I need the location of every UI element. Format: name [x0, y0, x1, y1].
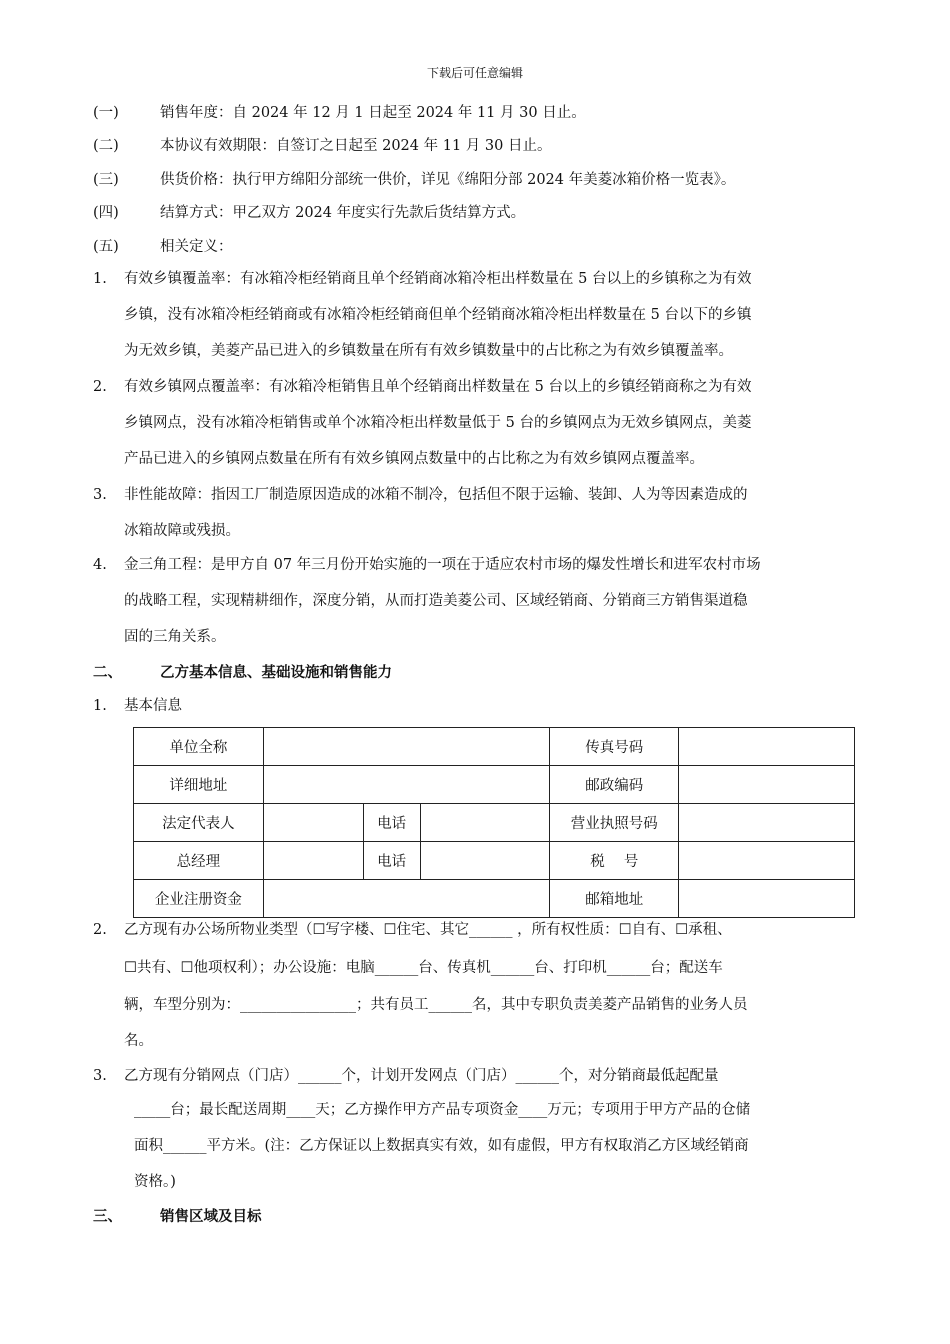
section-title: 乙方基本信息、基础设施和销售能力: [160, 664, 392, 681]
item-line: 面积______平方米。(注：乙方保证以上数据真实有效，如有虚假，甲方有权取消乙方区域经销商: [134, 1138, 749, 1154]
table-row: [134, 728, 855, 766]
term-label: (四): [93, 205, 119, 221]
item-line: 辆，车型分别为：________________；共有员工______名，其中专职负责美菱产品销售的业务人员: [124, 997, 748, 1013]
definition-line: 为无效乡镇，美菱产品已进入的乡镇数量在所有有效乡镇数量中的占比称之为有效乡镇覆盖率。: [124, 343, 733, 359]
license-value[interactable]: [679, 804, 855, 842]
section-title: 销售区域及目标: [160, 1208, 262, 1225]
table-label: 电话: [363, 804, 420, 842]
term-text: 销售年度：自 2024 年 12 月 1 日起至 2024 年 11 月 30 日止。: [160, 105, 586, 121]
section-label: 三、: [93, 1208, 122, 1225]
term-text: 本协议有效期限：自签订之日起至 2024 年 11 月 30 日止。: [160, 138, 552, 154]
table-label: 邮政编码: [550, 766, 679, 804]
definition-num: 4.: [93, 557, 107, 573]
table-label: 税 号: [550, 842, 679, 880]
definition-line: 乡镇网点，没有冰箱冷柜销售或单个冰箱冷柜出样数量低于 5 台的乡镇网点为无效乡镇网点，美菱: [124, 415, 752, 431]
table-label: 单位全称: [134, 728, 264, 766]
item-num: 1.: [93, 698, 107, 714]
tax-value[interactable]: [679, 842, 855, 880]
term-label: (一): [93, 105, 119, 121]
section-label: 二、: [93, 664, 122, 681]
gm-value[interactable]: [263, 842, 363, 880]
phone1-value[interactable]: [420, 804, 550, 842]
item-title: 基本信息: [124, 698, 182, 714]
table-row: [134, 804, 855, 842]
table-label: 传真号码: [550, 728, 679, 766]
table-row: [134, 766, 855, 804]
term-text: 相关定义：: [160, 239, 233, 255]
definition-line: 的战略工程，实现精耕细作，深度分销，从而打造美菱公司、区域经销商、分销商三方销售渠道稳: [124, 593, 748, 609]
address-value[interactable]: [263, 766, 550, 804]
definition-line: 产品已进入的乡镇网点数量在所有有效乡镇网点数量中的占比称之为有效乡镇网点覆盖率。: [124, 451, 704, 467]
unit-name-value[interactable]: [263, 728, 550, 766]
fax-value[interactable]: [679, 728, 855, 766]
term-text: 供货价格：执行甲方绵阳分部统一供价，详见《绵阳分部 2024 年美菱冰箱价格一览表》。: [160, 172, 736, 188]
definition-line: 乡镇，没有冰箱冷柜经销商或有冰箱冷柜经销商但单个经销商冰箱冷柜出样数量在 5 台以下的乡镇: [124, 307, 752, 323]
basic-info-table: [133, 727, 855, 918]
item-line: 乙方现有分销网点（门店）______个，计划开发网点（门店）______个，对分销商最低起配量: [124, 1068, 719, 1084]
definition-line: 固的三角关系。: [124, 629, 226, 645]
capital-value[interactable]: [263, 880, 550, 918]
table-label: 详细地址: [134, 766, 264, 804]
table-label: 邮箱地址: [550, 880, 679, 918]
postcode-value[interactable]: [679, 766, 855, 804]
item-line: ☐共有、☐他项权利）；办公设施：电脑______台、传真机______台、打印机______台；配送车: [124, 960, 723, 976]
item-line: 资格。): [134, 1174, 176, 1190]
definition-num: 3.: [93, 487, 107, 503]
table-label: 营业执照号码: [550, 804, 679, 842]
definition-line: 金三角工程：是甲方自 07 年三月份开始实施的一项在于适应农村市场的爆发性增长和进军农村市场: [124, 557, 761, 573]
term-label: (二): [93, 138, 119, 154]
legal-rep-value[interactable]: [263, 804, 363, 842]
table-label: 电话: [363, 842, 420, 880]
table-row: [134, 880, 855, 918]
phone2-value[interactable]: [420, 842, 550, 880]
term-label: (三): [93, 172, 119, 188]
item-line: 名。: [124, 1033, 153, 1049]
definition-num: 2.: [93, 379, 107, 395]
table-label: 总经理: [134, 842, 264, 880]
definition-line: 有效乡镇网点覆盖率：有冰箱冷柜销售且单个经销商出样数量在 5 台以上的乡镇经销商称之为有效: [124, 379, 752, 395]
table-row: [134, 842, 855, 880]
table-label: 法定代表人: [134, 804, 264, 842]
term-text: 结算方式：甲乙双方 2024 年度实行先款后货结算方式。: [160, 205, 526, 221]
definition-line: 有效乡镇覆盖率：有冰箱冷柜经销商且单个经销商冰箱冷柜出样数量在 5 台以上的乡镇称之为有效: [124, 271, 752, 287]
item-num: 3.: [93, 1068, 107, 1084]
page-header: 下载后可任意编辑: [426, 66, 523, 80]
email-value[interactable]: [679, 880, 855, 918]
item-num: 2.: [93, 922, 107, 938]
item-line: _____台；最长配送周期____天；乙方操作甲方产品专项资金____万元；专项用于甲方产品的仓储: [134, 1102, 751, 1118]
term-label: (五): [93, 239, 119, 255]
item-line: 乙方现有办公场所物业类型（☐写字楼、☐住宅、其它______ ，所有权性质：☐自有、☐承租、: [124, 922, 732, 938]
definition-line: 非性能故障：指因工厂制造原因造成的冰箱不制冷，包括但不限于运输、装卸、人为等因素造成的: [124, 487, 748, 503]
table-label: 企业注册资金: [134, 880, 264, 918]
definition-num: 1.: [93, 271, 107, 287]
definition-line: 冰箱故障或残损。: [124, 523, 240, 539]
